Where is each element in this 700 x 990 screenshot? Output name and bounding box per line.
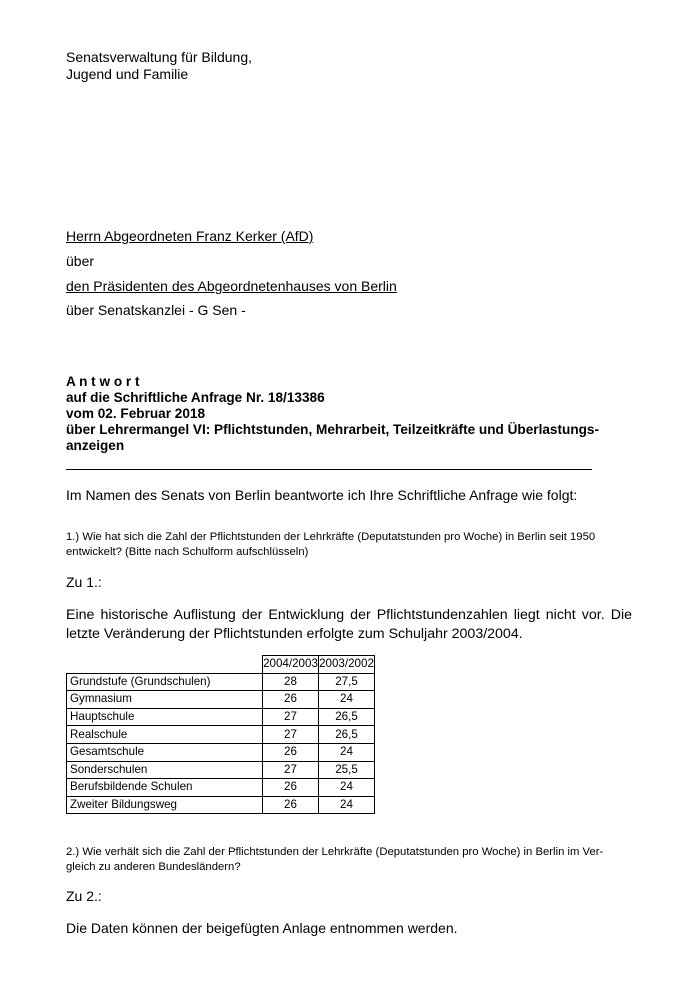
answer-title: A n t w o r t (66, 374, 140, 389)
hours-table (66, 655, 375, 814)
table-row (67, 726, 375, 744)
table-cell-value: 28 (263, 673, 319, 691)
table-row (67, 691, 375, 709)
via-1: über (66, 253, 95, 269)
table-row (67, 779, 375, 797)
table-cell-value: 26 (263, 743, 319, 761)
table-cell-school: Berufsbildende Schulen (67, 779, 263, 797)
table-cell-value: 26 (263, 691, 319, 709)
sender-line-1: Senatsverwaltung für Bildung, (66, 49, 252, 65)
question-2-line-1: 2.) Wie verhält sich die Zahl der Pflichtstunden der Lehrkräfte (Deputatstunden pro Woche) in Berlin im Ver- (66, 846, 604, 858)
table-cell-school: Gesamtschule (67, 743, 263, 761)
table-cell-school: Gymnasium (67, 691, 263, 709)
table-cell-value: 27 (263, 726, 319, 744)
answer-2-label: Zu 2.: (66, 888, 102, 904)
table-row (67, 743, 375, 761)
answer-2-text: Die Daten können der beigefügten Anlage entnommen werden. (66, 920, 458, 936)
table-cell-value: 24 (319, 743, 375, 761)
table-cell-school: Sonderschulen (67, 761, 263, 779)
table-cell-value: 27,5 (319, 673, 375, 691)
table-header: 2003/2002 (319, 656, 375, 674)
table-cell-value: 24 (319, 779, 375, 797)
sender-line-2: Jugend und Familie (66, 66, 189, 82)
answer-header (66, 374, 636, 454)
inquiry-date: vom 02. Februar 2018 (66, 406, 206, 421)
question-2 (66, 845, 636, 875)
table-cell-value: 27 (263, 708, 319, 726)
table-cell-value: 25,5 (319, 761, 375, 779)
table-cell-school: Hauptschule (67, 708, 263, 726)
inquiry-number: auf die Schriftliche Anfrage Nr. 18/13386 (66, 390, 325, 405)
table-cell-value: 27 (263, 761, 319, 779)
table-cell-value: 26,5 (319, 726, 375, 744)
table-cell-school: Realschule (67, 726, 263, 744)
president: den Präsidenten des Abgeordnetenhauses von Berlin (66, 278, 397, 294)
table-row (67, 761, 375, 779)
intro-text: Im Namen des Senats von Berlin beantworte ich Ihre Schriftliche Anfrage wie folgt: (66, 487, 578, 503)
table-cell-value: 26,5 (319, 708, 375, 726)
sender-block (66, 49, 252, 83)
answer-1-label: Zu 1.: (66, 574, 102, 590)
table-cell-value: 24 (319, 796, 375, 814)
inquiry-subject: über Lehrermangel VI: Pflichtstunden, Mehrarbeit, Teilzeitkräfte und Überlastungs- (66, 422, 600, 437)
table-cell-value: 26 (263, 796, 319, 814)
recipient: Herrn Abgeordneten Franz Kerker (AfD) (66, 228, 314, 244)
question-1-line-1: 1.) Wie hat sich die Zahl der Pflichtstunden der Lehrkräfte (Deputatstunden pro Woche) in Berlin seit 1950 (66, 531, 596, 543)
table-cell-value: 26 (263, 779, 319, 797)
table-row (67, 796, 375, 814)
question-1-line-2: entwickelt? (Bitte nach Schulform aufschlüsseln) (66, 546, 309, 558)
table-cell-school: Zweiter Bildungsweg (67, 796, 263, 814)
question-1 (66, 530, 636, 560)
inquiry-subject-cont: anzeigen (66, 438, 125, 453)
table-cell-school: Grundstufe (Grundschulen) (67, 673, 263, 691)
answer-1-text: Eine historische Auflistung der Entwicklung der Pflichtstundenzahlen liegt nicht vor. Die letzte Veränderung der Pflichtstunden erfolgte zum Schuljahr 2003/2004. (66, 607, 632, 642)
table-header-row (67, 656, 375, 674)
question-2-line-2: gleich zu anderen Bundesländern? (66, 861, 241, 873)
via-2: über Senatskanzlei - G Sen - (66, 302, 246, 318)
table-header-empty (67, 656, 263, 674)
table-cell-value: 24 (319, 691, 375, 709)
divider (66, 469, 592, 470)
table-row (67, 708, 375, 726)
table-row (67, 673, 375, 691)
table-header: 2004/2003 (263, 656, 319, 674)
